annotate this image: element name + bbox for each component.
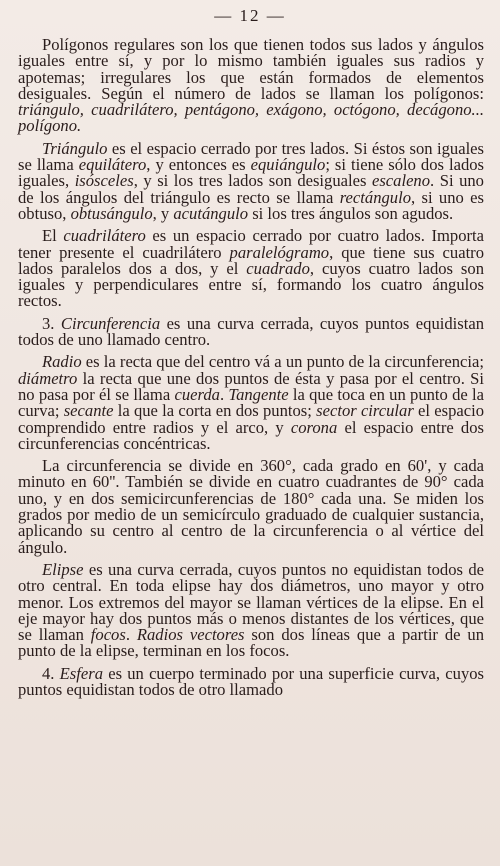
italic-term: paralelógramo	[229, 242, 330, 262]
italic-term: Triángulo	[42, 138, 108, 158]
italic-term: acutángulo	[173, 203, 249, 223]
italic-term: isósceles	[74, 171, 134, 191]
text-run: si los tres ángulos son agudos.	[248, 203, 454, 223]
text-run: , si uno es obtuso,	[18, 187, 485, 223]
text-run: es el espacio cerrado por tres lados. Si éstos son iguales se llama	[18, 138, 484, 175]
italic-term: diámetro	[18, 368, 78, 388]
text-run: .	[125, 625, 137, 645]
text-run: El	[42, 226, 64, 246]
page-number: — 12 —	[214, 6, 286, 25]
paragraph	[18, 37, 484, 135]
paragraph	[18, 354, 484, 452]
italic-term: focos	[90, 625, 126, 645]
italic-term: equilátero	[78, 155, 147, 175]
italic-term: cuadrilátero	[63, 226, 146, 246]
paragraph	[18, 228, 484, 309]
paragraph	[18, 138, 485, 223]
paragraph	[18, 458, 484, 556]
italic-term: Radios vectores	[136, 625, 245, 645]
text-run: es un cuerpo terminado por una superficie curva, cuyos puntos equidistan todos de otro llamado	[18, 663, 485, 699]
italic-term: cuadrado	[246, 258, 310, 278]
paragraph	[18, 313, 484, 350]
italic-term: equiángulo	[250, 155, 326, 175]
text-run: son dos líneas que a partir de un punto de la elipse, terminan en los focos.	[18, 625, 484, 661]
italic-term: Tangente	[228, 384, 289, 404]
text-run: La circunferencia se divide en 360°, cada grado en 60', y cada minuto en 60''. También se divide en cuatro cuadrantes de 90° cada uno, y en dos semicircunferencias de 180° cada una. Se miden los grados por medio de un semicírculo graduado de cualquier sustancia, aplicando su centro al centro de la circunferencia o al vértice del ángulo.	[18, 456, 484, 557]
text-run: 3.	[42, 313, 61, 333]
italic-term: cuerda	[174, 384, 220, 404]
text-run: Polígonos regulares son los que tienen todos sus lados y ángulos iguales entre sí, y por lo mismo también iguales sus radios y apotemas; irregulares los que están formados de elementos desiguales. Según el número de lados se llaman los polígonos:	[18, 35, 484, 103]
italic-term: Esfera	[59, 663, 103, 683]
text-run: 4.	[42, 663, 60, 683]
italic-term: Elipse	[42, 559, 84, 579]
text-run: , y si los tres lados son desiguales	[133, 171, 372, 191]
text-run: ; si tiene sólo dos lados iguales,	[18, 155, 484, 191]
text-run: , y entonces es	[146, 155, 251, 175]
italic-term: secante	[63, 401, 114, 421]
text-run: , que tiene sus cuatro lados paralelos dos a dos, y el	[18, 242, 484, 278]
italic-term: Circunferencia	[60, 313, 161, 333]
text-run: es una curva cerrada, cuyos puntos no equidistan todos de otro central. En toda elipse hay dos diámetros, uno mayor y otro menor. Los extremos del mayor se llaman vértices de la elipse. En el eje mayor hay dos puntos más o menos distantes de los vértices, que se llaman	[18, 559, 484, 645]
italic-term: escaleno	[371, 171, 431, 191]
text-run: el espacio comprendido entre radios y el arco, y	[18, 401, 485, 437]
text-run: es un espacio cerrado por cuatro lados. Importa tener presente el cuadrilátero	[18, 226, 484, 262]
text-run: la que la corta en dos puntos;	[113, 401, 317, 421]
text-run: .	[219, 384, 229, 404]
italic-term: obtusángulo	[70, 203, 153, 223]
italic-term: Radio	[42, 352, 82, 372]
text-run: la que toca en un punto de la curva;	[18, 384, 485, 421]
page-body	[18, 37, 484, 698]
text-run: , cuyos cuatro lados son iguales y perpendiculares entre sí, formando los cuatro ángulos rectos.	[18, 258, 484, 311]
text-run: la recta que une dos puntos de ésta y pasa por el centro. Si no pasa por él se llama	[18, 368, 484, 404]
text-run: es la recta que del centro vá a un punto de la circunferencia;	[81, 352, 484, 372]
italic-term: corona	[290, 417, 338, 437]
italic-term: rectángulo	[339, 187, 411, 207]
text-run: , y	[152, 203, 174, 223]
text-run: . Si uno de los ángulos del triángulo es recto se llama	[18, 171, 484, 207]
italic-term: sector circular	[316, 401, 414, 421]
text-run: el espacio entre dos circunferencias concéntricas.	[18, 417, 484, 453]
italic-term: triángulo, cuadrilátero, pentágono, exágono, octógono, decágono... polígono.	[18, 100, 484, 136]
text-run: es una curva cerrada, cuyos puntos equidistan todos de uno llamado centro.	[18, 313, 484, 350]
paragraph	[18, 663, 485, 699]
paragraph	[18, 559, 484, 661]
